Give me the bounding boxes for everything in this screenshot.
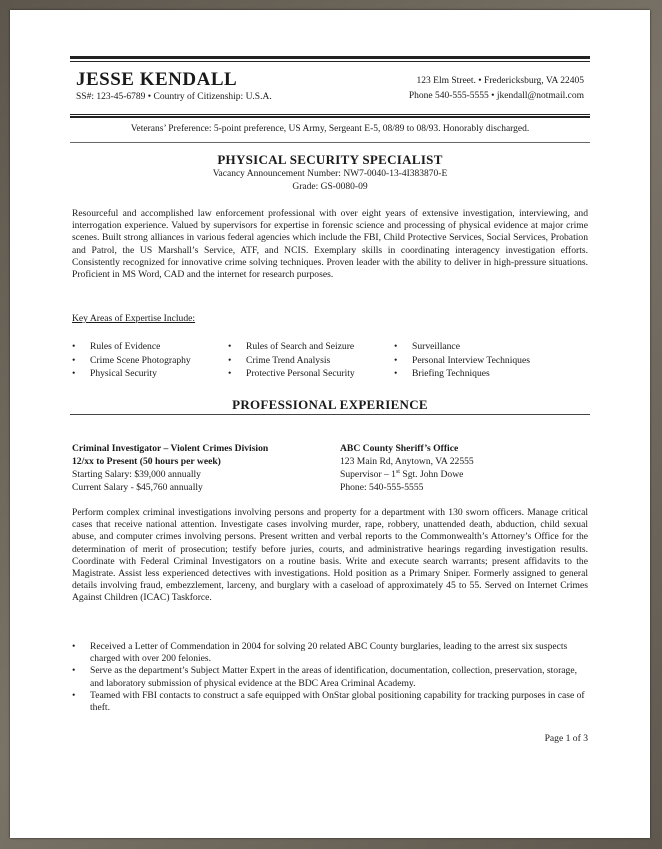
street-address: 123 Elm Street. • Fredericksburg, VA 22405 <box>416 76 584 86</box>
bullet: • <box>228 368 232 379</box>
bullet: • <box>72 641 76 652</box>
list-item: • Surveillance <box>394 341 460 352</box>
expertise-column-2 <box>228 340 355 381</box>
current-salary: Current Salary - $45,760 annually <box>72 482 203 493</box>
vacancy-number: Vacancy Announcement Number: NW7-0040-13-4I383870-E <box>212 169 448 179</box>
employer-details <box>340 442 474 494</box>
list-item: • Personal Interview Techniques <box>394 354 530 366</box>
employer-phone: Phone: 540-555-5555 <box>340 482 424 493</box>
phone-email: Phone 540-555-5555 • jkendall@notmail.com <box>408 91 584 101</box>
list-item: • Physical Security <box>72 368 157 379</box>
bullet: • <box>394 341 398 352</box>
header-rule-top <box>70 56 590 59</box>
experience-rule <box>70 414 590 415</box>
list-item: • Serve as the department’s Subject Matter Expert in the areas of identification, documentation, collection, preservation, storage, and laboratory submission of physical evidence at the BDC Area Criminal Academy. <box>72 665 577 689</box>
applicant-name: JESSE KENDALL <box>76 69 238 90</box>
list-item: • Rules of Evidence <box>72 341 161 352</box>
grade: Grade: GS-0080-09 <box>292 182 368 192</box>
resume-page <box>10 10 650 838</box>
bullet: • <box>228 354 232 366</box>
list-item: • Crime Scene Photography <box>72 354 191 366</box>
page-number: Page 1 of 3 <box>544 733 588 744</box>
experience-heading: PROFESSIONAL EXPERIENCE <box>232 397 428 412</box>
bullet: • <box>228 341 232 352</box>
professional-summary: Resourceful and accomplished law enforcement professional with over eight years of extensive investigation, interviewing, and interrogation experience. Valued by supervisors for expertise in forensic science and processing of physical evidence at major crime scenes. Built strong alliances in various federal agencies which include the FBI, Child Protective Services, Social Services, Probation and Patrol, the US Marshall’s Service, ATF, and NCIS. Exemplary skills in coordinating interagency investigation efforts. Consistently recognized for innovative crime solving techniques. Proven leader with the ability to deliver in high-pressure situations. Proficient in MS Word, CAD and the internet for research purposes. <box>72 208 588 281</box>
position-title: PHYSICAL SECURITY SPECIALIST <box>217 152 443 167</box>
list-item: • Rules of Search and Seizure <box>228 341 355 352</box>
header-rule-top-thin <box>70 61 590 62</box>
starting-salary: Starting Salary: $39,000 annually <box>72 469 201 480</box>
job-dates: 12/xx to Present (50 hours per week) <box>72 456 221 467</box>
bullet: • <box>72 689 76 701</box>
list-item: • Briefing Techniques <box>394 368 490 379</box>
header-rule-bottom-thin <box>70 114 590 115</box>
bullet: • <box>394 354 398 366</box>
bullet: • <box>72 341 76 352</box>
list-item: • Crime Trend Analysis <box>228 354 331 366</box>
bullet: • <box>394 368 398 379</box>
header-rule-bottom <box>70 116 590 118</box>
veterans-preference: Veterans’ Preference: 5-point preference, US Army, Sergeant E-5, 08/89 to 08/93. Honorably discharged. <box>130 124 530 134</box>
list-item: • Protective Personal Security <box>228 368 355 379</box>
list-item: • Teamed with FBI contacts to construct a safe equipped with OnStar global positioning capability for tracking purposes in case of theft. <box>72 689 585 714</box>
ssn-citizenship: SS#: 123-45-6789 • Country of Citizenship: U.S.A. <box>76 92 272 102</box>
expertise-column-3 <box>394 340 530 381</box>
expertise-heading: Key Areas of Expertise Include: <box>72 313 196 324</box>
job-duties: Perform complex criminal investigations involving persons and property for a department with 130 sworn officers. Manage critical cases that receive national attention. Investigate cases involving murder, rape, robbery, unattended death, abduction, child sexual abuse, and computer crimes involving persons. Present written and verbal reports to the Commonwealth’s Attorney’s Office for the determination of merit of prosecution; testify before juries, courts, and administrative hearings regarding investigation results. Coordinate with Federal Criminal Investigators on a routine basis. Write and execute search warrants; present affidavits to the Magistrate. Assist less experienced detectives with investigations. Hold position as a Primary Sniper. Formerly assigned to general details involving fraud, embezzlement, larceny, and burglary with a caseload of approximately 45 to 55. Served on Internet Crimes Against Children (ICAC) Taskforce. <box>72 507 588 604</box>
job-title: Criminal Investigator – Violent Crimes Division <box>72 443 269 454</box>
contact-block <box>409 74 584 104</box>
divider <box>70 142 590 143</box>
bullet: • <box>72 354 76 366</box>
list-item: • Received a Letter of Commendation in 2004 for solving 20 related ABC County burglaries, leading to the arrest six suspects charged with over 200 felonies. <box>72 641 568 665</box>
expertise-column-1 <box>72 340 191 381</box>
employer-address: 123 Main Rd, Anytown, VA 22555 <box>340 456 474 467</box>
supervisor: Supervisor – 1st Sgt. John Dowe <box>340 468 464 480</box>
bullet: • <box>72 665 76 677</box>
job-details <box>72 442 268 494</box>
employer-name: ABC County Sheriff’s Office <box>340 443 459 454</box>
bullet: • <box>72 368 76 379</box>
achievements-list <box>72 641 588 714</box>
